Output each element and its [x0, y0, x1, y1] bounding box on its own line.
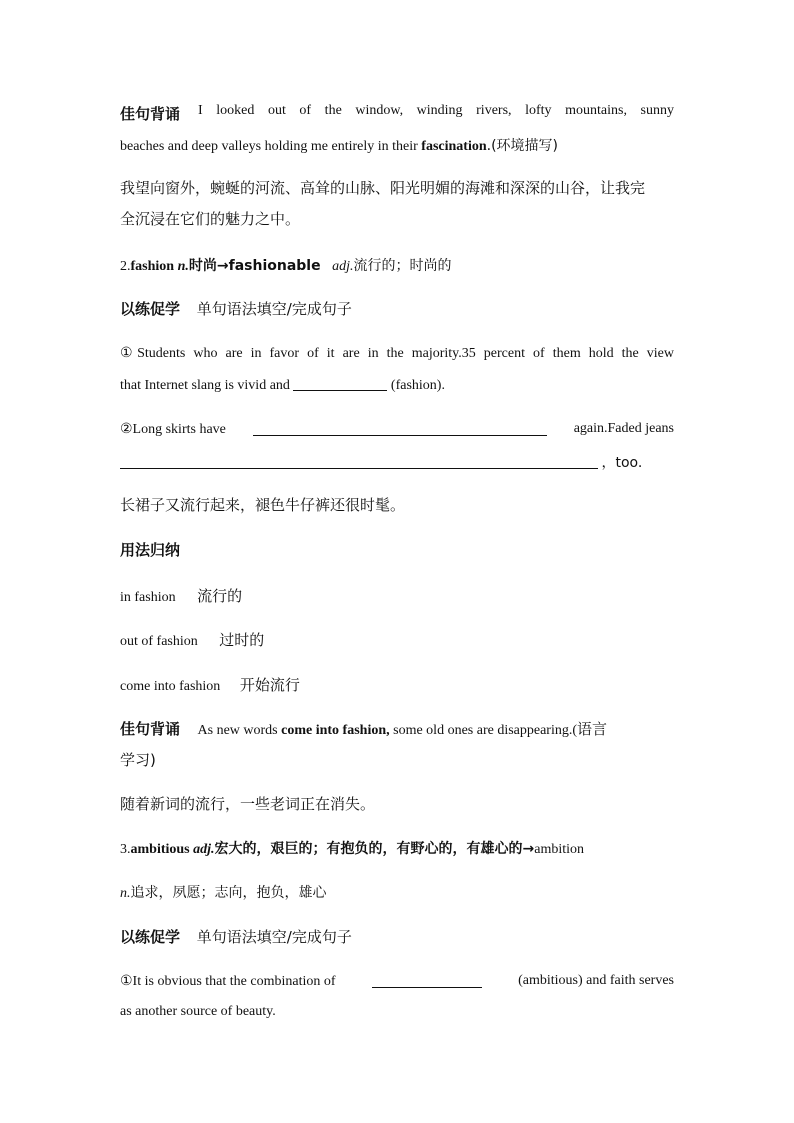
exercise-2-line-1: [120, 421, 674, 438]
usage-meaning: 流行的: [197, 587, 243, 605]
exercise-2-line-2: [120, 452, 674, 472]
exercise-1-line-2: [120, 376, 674, 394]
quote-line-2: [120, 135, 674, 155]
exercise-hint: (ambitious) and faith serves: [518, 973, 674, 988]
bold-phrase: come into fashion,: [281, 723, 390, 738]
usage-phrase: come into fashion: [120, 679, 221, 694]
quote-text-2: beaches and deep valleys holding me entirely in their: [120, 139, 418, 154]
exercise-text: that Internet slang is vivid and: [120, 378, 290, 393]
quote-2-translation: 随着新词的流行，一些老词正在消失。: [120, 795, 376, 813]
quote-2-line-2: 学习): [120, 751, 156, 769]
exercise-hint: (fashion).: [390, 378, 445, 393]
usage-item: [120, 674, 674, 695]
quote-line-1: [120, 103, 674, 124]
exercise-text: ②Long skirts have: [120, 422, 226, 437]
translation-line-1: 我望向窗外，蜿蜒的河流、高耸的山脉、阳光明媚的海滩和深深的山谷，让我完: [120, 179, 646, 197]
exercise-3-line-1: [120, 973, 674, 990]
practice-label: 以练促学: [120, 928, 181, 946]
vocab-item-fashion: [120, 255, 674, 275]
practice-label: 以练促学: [120, 300, 181, 318]
meaning-2: 流行的；时尚的: [353, 258, 452, 274]
vocab-item-ambition-meaning: [120, 882, 674, 902]
quote-text: As new words: [197, 723, 278, 738]
part-of-speech-2: n.: [120, 886, 131, 901]
item-number: 2.: [120, 259, 131, 274]
related-word: ambition: [534, 842, 585, 857]
meaning: 宏大的，艰巨的；有抱负的，有野心的，有雄心的→: [214, 841, 535, 857]
quote-label: 佳句背诵: [120, 720, 181, 738]
usage-meaning: 过时的: [219, 631, 265, 649]
practice-heading-2: [120, 926, 674, 947]
answer-blank[interactable]: [253, 421, 547, 436]
quote-2-line-1: [120, 718, 674, 739]
exercise-text: ①It is obvious that the combination of: [120, 974, 336, 989]
headword: fashion: [130, 259, 175, 274]
usage-item: [120, 585, 674, 606]
answer-blank-2[interactable]: [120, 454, 598, 469]
answer-blank[interactable]: [293, 376, 387, 391]
quote-text: I looked out of the window, winding rivers, lofty mountains, sunny: [198, 103, 674, 118]
exercise-3-line-2: as another source of beauty.: [120, 1004, 276, 1019]
quote-label: 佳句背诵: [120, 105, 181, 123]
practice-heading: [120, 298, 674, 319]
quote-cn-tail: 语言: [577, 720, 608, 738]
practice-task: 单句语法填空/完成句子: [196, 300, 352, 318]
item-number: 3.: [120, 842, 131, 857]
exercise-2-translation: 长裙子又流行起来，褪色牛仔裤还很时髦。: [120, 496, 406, 514]
quote-text-2: some old ones are disappearing.(: [393, 723, 578, 738]
practice-task: 单句语法填空/完成句子: [196, 928, 352, 946]
bold-word: fascination: [421, 139, 487, 154]
answer-blank[interactable]: [372, 973, 482, 988]
exercise-1-line-1: ①Students who are in favor of it are in the majority.35 percent of them hold the view: [120, 346, 674, 361]
usage-phrase: in fashion: [120, 590, 176, 605]
usage-title: 用法归纳: [120, 541, 181, 559]
usage-item: [120, 629, 674, 650]
meaning-2: 追求，夙愿；志向，抱负，雄心: [130, 885, 327, 901]
headword: ambitious: [130, 842, 190, 857]
usage-meaning: 开始流行: [239, 676, 300, 694]
vocab-item-ambitious: [120, 838, 674, 858]
exercise-tail: ，too.: [601, 455, 643, 471]
part-of-speech: adj.: [193, 842, 215, 857]
usage-phrase: out of fashion: [120, 634, 198, 649]
part-of-speech-2: adj.: [332, 259, 354, 274]
exercise-text-2: again.Faded jeans: [573, 421, 674, 436]
quote-tail: .(环境描写): [486, 138, 559, 154]
meaning: 时尚→fashionable: [188, 258, 321, 274]
translation-line-2: 全沉浸在它们的魅力之中。: [120, 210, 301, 228]
part-of-speech: n.: [177, 259, 189, 274]
